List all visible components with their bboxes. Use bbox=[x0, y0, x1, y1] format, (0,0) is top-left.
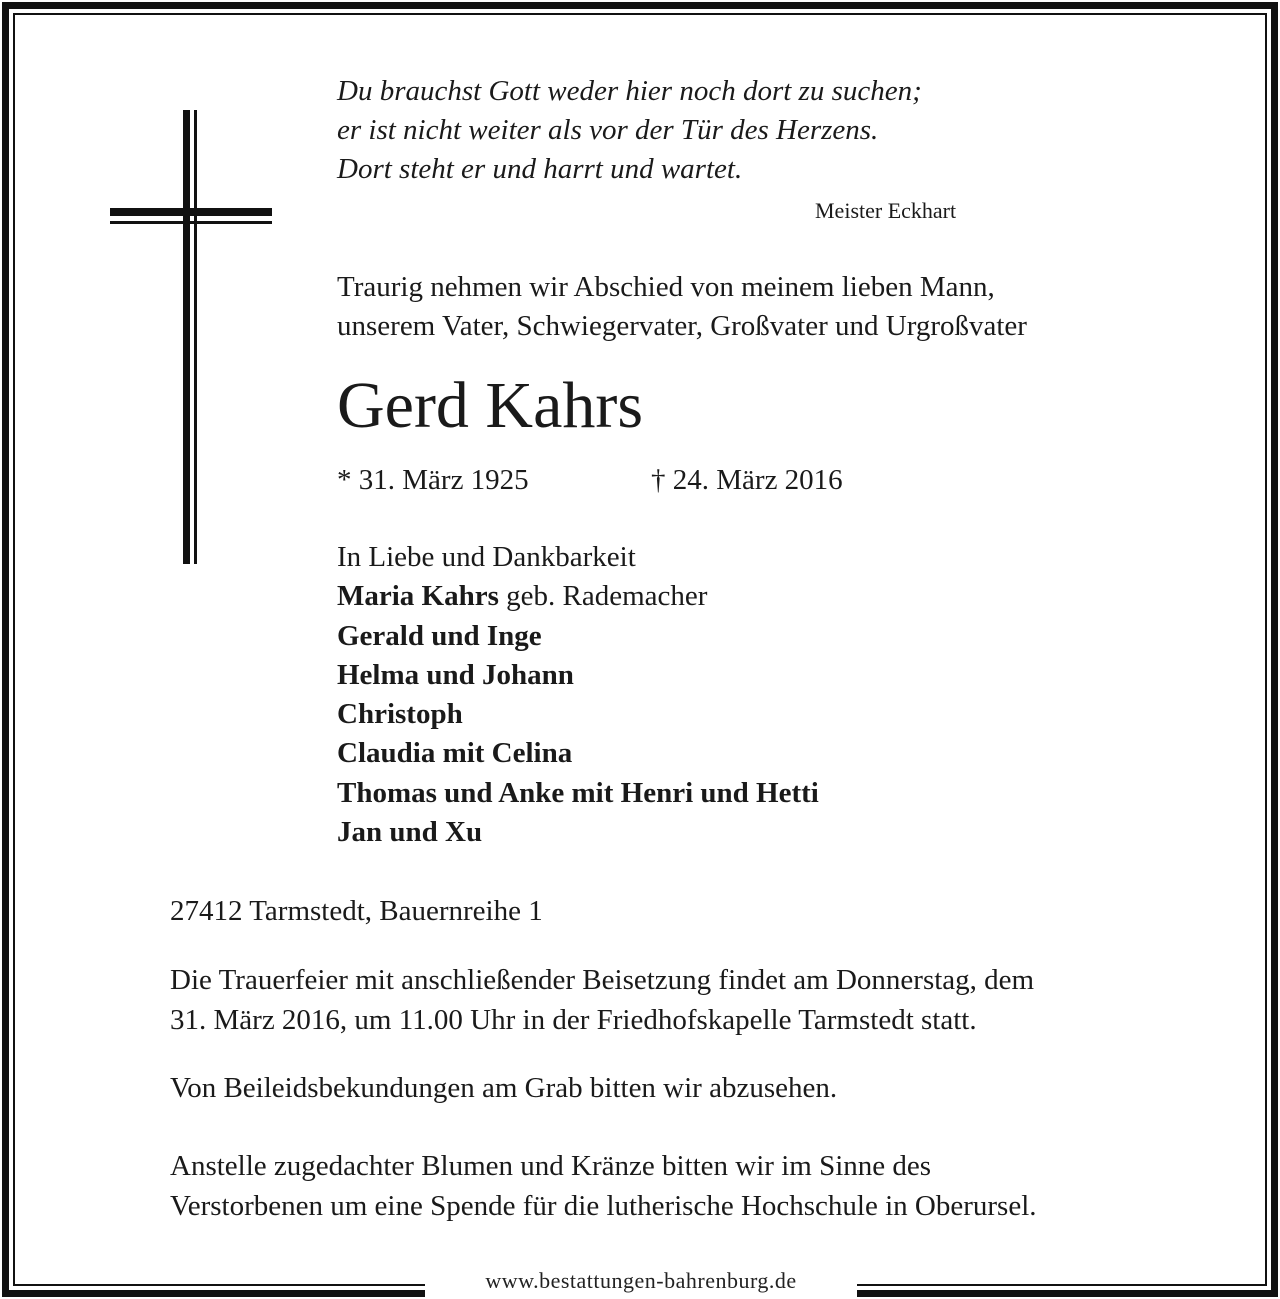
funeral-line: Die Trauerfeier mit anschließender Beisetzung findet am Donnerstag, dem bbox=[170, 964, 1035, 996]
donation-notice bbox=[170, 1146, 1037, 1226]
mourner bbox=[337, 695, 819, 734]
mourner-name: Helma und Johann bbox=[337, 658, 574, 691]
widow-maiden-name: geb. Rademacher bbox=[498, 580, 708, 613]
mourner-widow bbox=[337, 577, 819, 616]
mourner-name: Gerald und Inge bbox=[337, 619, 542, 652]
quote-line: Du brauchst Gott weder hier noch dort zu suchen; bbox=[337, 75, 922, 107]
address: 27412 Tarmstedt, Bauernreihe 1 bbox=[170, 895, 543, 927]
quote-author: Meister Eckhart bbox=[815, 198, 957, 223]
condolences-notice: Von Beileidsbekundungen am Grab bitten wir abzusehen. bbox=[170, 1072, 838, 1104]
donation-line: Anstelle zugedachter Blumen und Kränze bitten wir im Sinne des bbox=[170, 1150, 932, 1182]
mourner-name: Christoph bbox=[337, 698, 463, 731]
quote bbox=[337, 72, 922, 189]
intro-line: unserem Vater, Schwiegervater, Großvater und Urgroßvater bbox=[337, 310, 1027, 342]
funeral-notice bbox=[170, 960, 1034, 1040]
mourner bbox=[337, 617, 819, 656]
mourner bbox=[337, 656, 819, 695]
mourner bbox=[337, 734, 819, 773]
cross-icon bbox=[110, 110, 272, 564]
mourner-name: Thomas und Anke mit Henri und Hetti bbox=[337, 776, 819, 809]
death-date: † 24. März 2016 bbox=[651, 464, 843, 496]
footer-url: www.bestattungen-bahrenburg.de bbox=[485, 1268, 797, 1293]
quote-line: er ist nicht weiter als vor der Tür des Herzens. bbox=[337, 114, 879, 146]
widow-name: Maria Kahrs bbox=[337, 580, 499, 613]
funeral-line: 31. März 2016, um 11.00 Uhr in der Friedhofskapelle Tarmstedt statt. bbox=[170, 1004, 977, 1036]
mourner-name: Jan und Xu bbox=[337, 816, 483, 849]
mourner-name: Claudia mit Celina bbox=[337, 737, 573, 770]
mourners-heading: In Liebe und Dankbarkeit bbox=[337, 541, 636, 573]
donation-line: Verstorbenen um eine Spende für die lutherische Hochschule in Oberursel. bbox=[170, 1190, 1037, 1222]
mourner bbox=[337, 813, 819, 852]
quote-line: Dort steht er und harrt und wartet. bbox=[337, 153, 743, 185]
mourner bbox=[337, 774, 819, 813]
intro-line: Traurig nehmen wir Abschied von meinem lieben Mann, bbox=[337, 271, 995, 303]
intro-text bbox=[337, 268, 1027, 346]
deceased-name: Gerd Kahrs bbox=[337, 369, 644, 442]
mourners-list bbox=[337, 538, 819, 852]
birth-date: * 31. März 1925 bbox=[337, 464, 529, 496]
